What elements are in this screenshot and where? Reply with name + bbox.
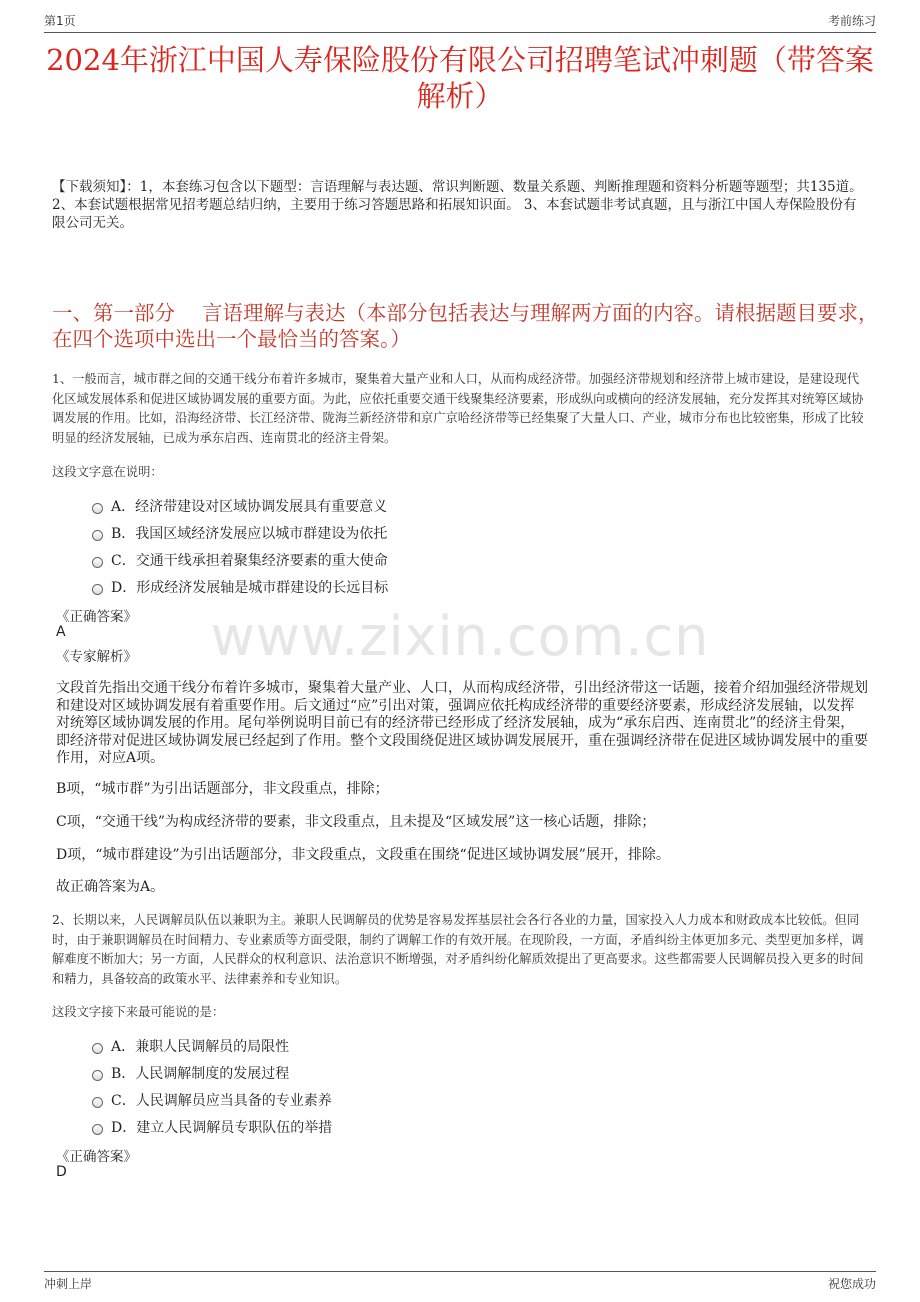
page-number: 第1页 [44,14,76,28]
radio-icon[interactable] [92,1070,103,1081]
question-1-option-c[interactable]: C．交通干线承担着聚集经济要素的重大使命 [92,546,388,573]
question-1-analysis-d: D项，“城市群建设”为引出话题部分，非文段重点，文段重在围绕“促进区域协调发展”展开，排除。 [56,847,670,863]
radio-icon[interactable] [92,584,103,595]
question-1-stem: 1、一般而言，城市群之间的交通干线分布着许多城市，聚集着大量产业和人口，从而构成经济带。加强经济带规划和经济带上城市建设，是建设现代化区域发展体系和促进区域协调发展的重要方面。为此，应依托重要交通干线聚集经济要素，形成纵向或横向的经济发展轴，充分发挥其对统筹区域协调发展的作用。比如，沿海经济带、长江经济带、陇海兰新经济带和京广京哈经济带等已经集聚了大量人口、产业，城市分布也比较密集，形成了比较明显的经济发展轴，已成为承东启西、连南贯北的经济主骨架。 [52,372,864,445]
question-1-analysis-conclusion: 故正确答案为A。 [56,879,165,895]
question-2-options [92,1032,332,1140]
header-tag: 考前练习 [827,14,876,28]
section-title: 一、第一部分 言语理解与表达（本部分包括表达与理解两方面的内容。请根据题目要求，在四个选项中选出一个最恰当的答案。） [52,301,879,351]
question-2-answer: D [56,1164,67,1180]
question-1-option-d[interactable]: D．形成经济发展轴是城市群建设的长远目标 [92,573,388,600]
radio-icon[interactable] [92,557,103,568]
question-1-analysis-main: 文段首先指出交通干线分布着许多城市，聚集着大量产业、人口，从而构成经济带，引出经济带这一话题，接着介绍加强经济带规划和建设对区域协调发展有着重要作用。后文通过“应”引出对策，强调应依托构成经济带的重要经济要素，形成经济发展轴，以发挥对统筹区域协调发展的作用。尾句举例说明目前已有的经济带已经形成了经济发展轴，成为“承东启西、连南贯北”的经济主骨架，即经济带对促进区域协调发展已经起到了作用。整个文段围绕促进区域协调发展展开，重在强调经济带在促进区域协调发展中的重要作用，对应A项。 [56,680,868,766]
download-notice: 【下载须知】：1，本套练习包含以下题型：言语理解与表达题、常识判断题、数量关系题、判断推理题和资料分析题等题型；共135道。 2、本套试题根据常见招考题总结归纳，主要用于练习答题思路和拓展知识面。 3、本套试题非考试真题，且与浙江中国人寿保险股份有限公司无关。 [52,179,863,231]
analysis-label: 《专家解析》 [56,649,137,665]
footer-right: 祝您成功 [827,1277,876,1291]
watermark: www.zixin.com.cn [210,605,710,668]
question-1-options [92,492,388,600]
question-1-answer: A [56,624,66,640]
question-1-option-b[interactable]: B．我国区域经济发展应以城市群建设为依托 [92,519,388,546]
question-2-option-b[interactable]: B．人民调解制度的发展过程 [92,1059,332,1086]
question-1-prompt: 这段文字意在说明： [52,465,163,479]
radio-icon[interactable] [92,1097,103,1108]
page-footer [44,1271,876,1292]
radio-icon[interactable] [92,1124,103,1135]
radio-icon[interactable] [92,1043,103,1054]
question-1-analysis-b: B项，“城市群”为引出话题部分，非文段重点，排除； [56,781,389,797]
radio-icon[interactable] [92,530,103,541]
answer-label: 《正确答案》 [56,609,137,625]
footer-left: 冲刺上岸 [44,1277,93,1291]
answer-label: 《正确答案》 [56,1149,137,1165]
question-1-analysis-c: C项，“交通干线”为构成经济带的要素，非文段重点，且未提及“区域发展”这一核心话题，排除； [56,814,656,830]
document-title: 2024年浙江中国人寿保险股份有限公司招聘笔试冲刺题（带答案解析） [46,43,874,113]
radio-icon[interactable] [92,503,103,514]
question-2-option-a[interactable]: A．兼职人民调解员的局限性 [92,1032,332,1059]
question-2-option-d[interactable]: D．建立人民调解员专职队伍的举措 [92,1113,332,1140]
page-header [44,12,876,33]
question-1-option-a[interactable]: A．经济带建设对区域协调发展具有重要意义 [92,492,388,519]
question-2-stem: 2、长期以来，人民调解员队伍以兼职为主。兼职人民调解员的优势是容易发挥基层社会各行各业的力量，国家投入人力成本和财政成本比较低。但同时，由于兼职调解员在时间精力、专业素质等方面受限，制约了调解工作的有效开展。在现阶段，一方面，矛盾纠纷主体更加多元、类型更加多样，调解难度不断加大；另一方面，人民群众的权利意识、法治意识不断增强，对矛盾纠纷化解质效提出了更高要求。这些都需要人民调解员投入更多的时间和精力，具备较高的政策水平、法律素养和专业知识。 [52,913,864,986]
question-2-option-c[interactable]: C．人民调解员应当具备的专业素养 [92,1086,332,1113]
question-2-prompt: 这段文字接下来最可能说的是： [52,1005,225,1019]
